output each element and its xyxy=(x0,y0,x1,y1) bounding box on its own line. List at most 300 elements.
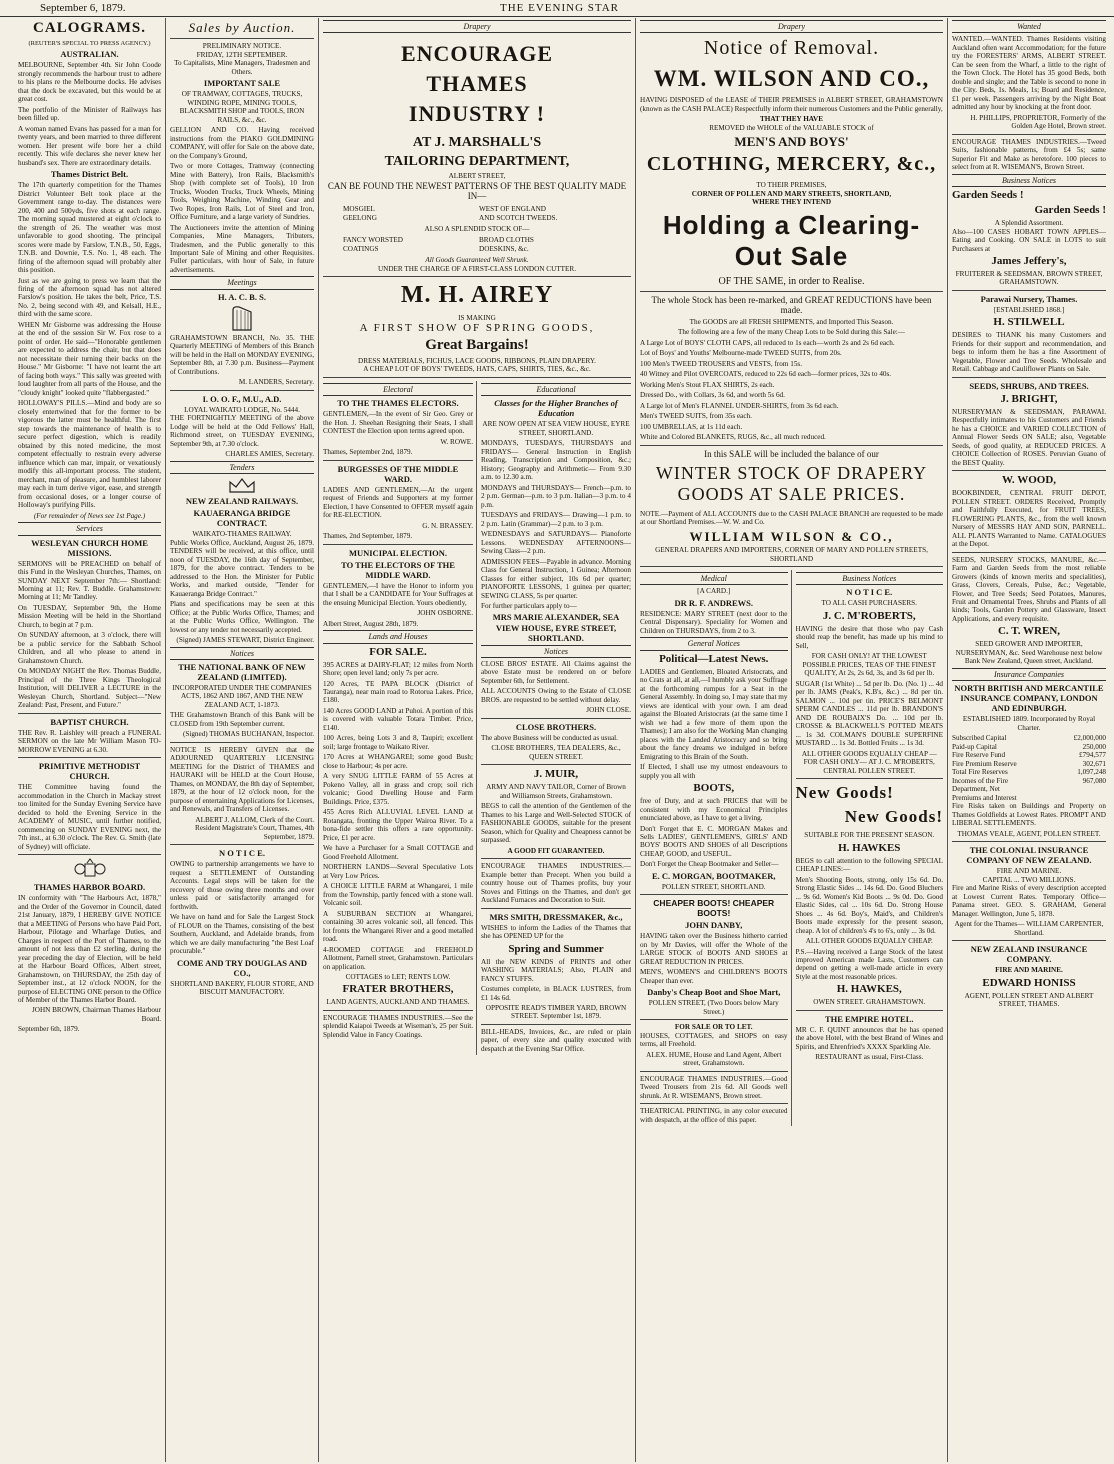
heading-middle-ward: TO THE ELECTORS OF THE MIDDLE WARD. xyxy=(341,559,455,580)
wilson-signoff: WILLIAM WILSON & CO., xyxy=(689,528,894,544)
heading-primitive-methodist: PRIMITIVE METHODIST CHURCH. xyxy=(38,761,141,782)
divider xyxy=(18,854,161,855)
smith-address: OPPOSITE READ'S TIMBER YARD, BROWN STREET. September 1st, 1879. xyxy=(485,1003,627,1021)
tender-paragraph: Public Works Office, Auckland, August 26, 1879. TENDERS will be received, at this office, until noon of TUESDAY, the 16th day of September, 1879, for the above contract. Tenders to be addressed to the Hon. the Minister for Public Works, and marked outside, "Tender for Kauaeranga Bridge Contract." xyxy=(170,538,314,598)
divider xyxy=(481,764,631,765)
hawkes-paragraph: P.S.—Having received a Large Stock of the latest improved American made Lasts, Customers can depend on getting a well-made article in every Style at the most reasonable prices. xyxy=(795,947,943,981)
lodge-name: LOYAL WAIKATO LODGE, No. 5444. xyxy=(184,405,300,414)
capital-label: Paid-up Capital xyxy=(952,742,997,751)
capital-row xyxy=(952,751,1106,759)
divider xyxy=(952,940,1106,941)
land-listing: A CHOICE LITTLE FARM at Whangarei, 1 mile from the Township, partly fenced with a stone wall. Volcanic soil. xyxy=(323,882,473,908)
mroberts-prices: SUGAR (1st White) ... 5d per lb. Do. (No. 1) ... 4d per lb. JAMS (Peak's, K.B's, &c.) ... 8d per tin. SALMON ... 10d per tin. PRICE'S BELMONT SPERM CANDLES ... 11d per lb. BRANDON'S AND DE ROUBAIX'S Do. ... 10d per lb. CROSSE & BLACKWELL'S POTTED MEATS ... 1s 3d. COLMAN'S DOUBLE SUPERFINE MUSTARD ... 1s 3d. Bottled Fruits ... 1s 3d. xyxy=(795,679,943,748)
section-drapery: Drapery xyxy=(323,20,631,33)
north-british-paragraph: Fire Risks taken on Buildings and Property on Thames Goldfields at Lowest Rates. PROMPT AND LIBERAL SETTLEMENTS. xyxy=(952,802,1106,828)
sale-item: Lot of Boys' and Youths' Melbourne-made TWEED SUITS, from 20s. xyxy=(640,349,842,358)
smith-paragraph: WISHES to inform the Ladies of the Thames that she has OPENED UP for the xyxy=(481,923,631,941)
heading-stilwell: H. STILWELL xyxy=(993,316,1065,329)
auction-audience: To Capitalists, Mine Managers, Tradesmen and Others. xyxy=(174,59,310,76)
section-medical: Medical xyxy=(640,572,788,585)
news-paragraph: A woman named Evans has passed for a man for twenty years, and been married to three different women. Her present wife bore her a child recently. This wife declares she never knew her husband's sex. There are extraordinary details. xyxy=(18,124,161,167)
divider xyxy=(952,377,1106,378)
divider xyxy=(18,757,161,758)
land-listing: We have a Purchaser for a Small COTTAGE and Good Freehold Allotment. xyxy=(323,844,473,861)
bank-incorporation: INCORPORATED UNDER THE COMPANIES ACTS, 1862 AND 1867, AND THE NEW ZEALAND ACT, 1-1873. xyxy=(172,683,312,709)
heading-calograms: CALOGRAMS. xyxy=(33,20,146,36)
land-listing: NORTHERN LANDS—Several Speculative Lots at Very Low Prices. xyxy=(323,863,473,880)
heading-hawkes-2: H. HAWKES, xyxy=(836,983,902,996)
heading-frater-brothers: FRATER BROTHERS, xyxy=(342,983,454,996)
news-paragraph: The 17th quarterly competition for the Thames District Volunteer Belt took place at the Government range to-day. The distances were 200, 400 and 500yds, five shots at each range. The morning squad mustered at eight o'clock to the strength of 26. The weather was most unfavorable to good shooting. The principal scores were made by Farslow, T.N.B., 50, Eggs, T.N.B. and Downie, T.S. No. 1, 48 each. The firing of the afternoon squad will probably alter this position. xyxy=(18,181,161,275)
divider xyxy=(481,1024,631,1025)
divider xyxy=(323,460,473,461)
notice-paragraph: SERMONS will be PREACHED on behalf of this Fund in the Wesleyan Churches, Thames, on SUNDAY NEXT September 7th:— Shortland: Morning at 11; Rev. T. Buddle. Grahamstown: Morning at 11; Mr Tandley. xyxy=(18,559,161,602)
heading-mroberts: J. C. M'ROBERTS, xyxy=(822,609,916,622)
tailoring-heading: TAILORING DEPARTMENT, xyxy=(384,153,570,169)
danby-address: POLLEN STREET, (Two Doors below Mary Street.) xyxy=(648,999,779,1016)
fabric-item: GEELONG xyxy=(343,213,377,222)
divider xyxy=(640,1019,788,1020)
harp-icon xyxy=(229,304,255,332)
land-listing: A very SNUG LITTLE FARM of 55 Acres at Pokeno Valley, all in grass and crop; soil rich volcanic; Good Dwelling House and Farm Buildings. Price, £375. xyxy=(323,772,473,806)
mroberts-teas: FOR CASH ONLY! AT THE LOWEST POSSIBLE PRICES, TEAS OF THE FINEST QUALITY, At 2s, 2s 6d, 3s, and 3s 6d per lb. xyxy=(802,652,937,678)
land-listing: 100 Acres, being Lots 3 and 8, Taupiri; excellent soil; large frontage to Waikato River. xyxy=(323,734,473,751)
close-brothers-address: CLOSE BROTHERS, TEA DEALERS, &c., QUEEN STREET. xyxy=(491,744,621,761)
mroberts-paragraph: HAVING the desire that those who pay Cash should reap the benefit, has made up his mind to Sell, xyxy=(795,624,943,650)
section-insurance: Insurance Companies xyxy=(952,668,1106,681)
fabric-item: WEST OF ENGLAND xyxy=(479,205,546,214)
auction-notice-title: PRELIMINARY NOTICE. xyxy=(202,42,282,51)
jeffery-address: FRUITERER & SEEDSMAN, BROWN STREET, GRAHAMSTOWN. xyxy=(955,269,1103,287)
heading-wren: C. T. WREN, xyxy=(997,625,1061,638)
colonial-capital: CAPITAL ... TWO MILLIONS. xyxy=(982,875,1076,884)
shipments-notice: The GOODS are all FRESH SHIPMENTS, and Imported This Season. xyxy=(689,317,894,326)
land-listing: 170 Acres at WHANGAREI; some good Bush; close to Harbour; 4s per acre. xyxy=(323,753,473,770)
capital-value: 250,000 xyxy=(1082,742,1106,751)
electoral-paragraph: GENTLEMEN,—I have the Honor to inform you that I shall be a CANDIDATE for Your Suffrages at the ensuing Municipal Election. Yours obediently, xyxy=(323,581,473,607)
muir-address: ARMY AND NAVY TAILOR, Corner of Brown and Williamson Streets, Grahamstown. xyxy=(486,783,626,800)
shrunk-guarantee: All Goods Guaranteed Well Shrunk. xyxy=(425,256,529,265)
divider xyxy=(481,718,631,719)
heading-empire-hotel: THE EMPIRE HOTEL. xyxy=(824,1013,914,1024)
divider xyxy=(323,276,631,277)
column-4-left xyxy=(640,570,792,1126)
divider xyxy=(323,377,631,378)
heading-parawai-nursery: Parawai Nursery, Thames. xyxy=(980,293,1078,304)
capital-value: 967,080 xyxy=(1082,776,1106,785)
heading-ioof: I. O. O. F., M.U., A.D. xyxy=(202,393,282,404)
heading-sales-by-auction: Sales by Auction. xyxy=(188,20,296,35)
seeds-shrubs-heading: SEEDS, SHRUBS, AND TREES. xyxy=(969,380,1089,391)
notice-signature: JOHN CLOSE. xyxy=(586,706,631,715)
sale-item: Dressed Do., with Collars, 3s 6d, and worth 5s 6d. xyxy=(640,391,785,400)
political-paragraph: If Elected, I shall use my utmost endeavours to supply you all with xyxy=(640,763,788,780)
section-lands-houses: Lands and Houses xyxy=(323,630,473,643)
masthead xyxy=(0,0,1114,17)
capital-label: Subscribed Capital xyxy=(952,734,1007,743)
wanted-paragraph: WANTED.—WANTED. Thames Residents visiting Auckland often want Accommodation; for the future try the FORESTERS' ARMS, ALBERT STREET. Can be seen from the Wharf, a little to the right of the Town Clock. The Hotel has 35 good Beds, both double and single; and the Table is second to none in the City. Beds, 1s. Meals, 1s; Board and Residence, £1 per week. Passengers arriving by the Night Boat admitted any hour by knocking at the front door. xyxy=(952,35,1106,112)
auction-items-heading: OF TRAMWAY, COTTAGES, TRUCKS, WINDING ROPE, MINING TOOLS, BLACKSMITH SHOP and TOOLS, IRON RAILS, &c., &c. xyxy=(179,90,305,124)
heading-bright: J. BRIGHT, xyxy=(1000,392,1058,405)
heading-political: Political—Latest News. xyxy=(659,652,769,665)
section-wanted: Wanted xyxy=(952,20,1106,33)
wilson-they-have: THAT THEY HAVE xyxy=(759,115,824,124)
hume-address: ALEX. HUME, House and Land Agent, Albert street, Grahamstown. xyxy=(646,1050,782,1068)
capital-value: £2,000,000 xyxy=(1073,734,1106,743)
mroberts-address: ALL OTHER GOODS EQUALLY CHEAP —FOR CASH ONLY— AT J. C. M'ROBERTS, CENTRAL POLLEN STREET. xyxy=(801,749,937,775)
established-label: [ESTABLISHED 1868.] xyxy=(993,305,1065,314)
meeting-paragraph: GRAHAMSTOWN BRANCH, No. 35. THE Quarterly MEETING of Members of this Branch will be held in the Hall on MONDAY EVENING, September 8th, at 7.30 p.m. Business—Payment of Contributions. xyxy=(170,333,314,376)
smith-paragraph: Costumes complete, in BLACK LUSTRES, from £1 14s 6d. xyxy=(481,985,631,1002)
heading-harbor-board: THAMES HARBOR BOARD. xyxy=(33,882,146,893)
divider xyxy=(640,1103,788,1104)
capital-table xyxy=(952,734,1106,802)
sale-item: Working Men's Stout FLAX SHIRTS, 2s each. xyxy=(640,380,775,389)
sale-item: 100 Men's TWEED TROUSERS and VESTS, from 15s. xyxy=(640,359,803,368)
sale-item: 100 UMBRELLAS, at 1s 11d each. xyxy=(640,422,743,431)
education-paragraph: TUESDAYS and FRIDAYS— Drawing—1 p.m. to 2 p.m. Latin (Grammar)—2 p.m. to 3 p.m. xyxy=(481,511,631,528)
capital-row xyxy=(952,777,1106,802)
divider xyxy=(323,544,473,545)
heading-danby-mart: Danby's Cheap Boot and Shoe Mart, xyxy=(647,987,781,998)
muir-paragraph: BEGS to call the attention of the Gentlemen of the Thames to his Large and Well-Selected STOCK of FASHIONABLE GOODS, suitable for the present Season, which for Quality and Cheapness cannot be surpassed. xyxy=(481,802,631,845)
notice-paragraph: THE Grahamstown Branch of this Bank will be CLOSED from 19th September current. xyxy=(170,711,314,728)
stilwell-paragraph: DESIRES to THANK his many Customers and Friends for their support and recommendation, and begs to inform them he has a fine Assortment of Vegetable, Flower and Tree Seeds. Wholesale and Retail. Cabbage and Cauliflower Plants on Sale. xyxy=(952,331,1106,374)
auction-paragraph: The Auctioneers invite the attention of Mining Companies, Mine Managers, Tributers, Tradesmen, and the Public generally to this Important Sale of Mining and other Requisites. Fuller particulars, with hour of Sale, in future advertisements. xyxy=(170,223,314,274)
divider xyxy=(796,1010,944,1011)
column-4 xyxy=(636,18,948,1462)
heading-danby: JOHN DANBY, xyxy=(685,920,743,931)
heading-for-sale: FOR SALE. xyxy=(369,645,427,658)
fabric-item: BROAD CLOTHS xyxy=(479,236,534,245)
section-tenders: Tenders xyxy=(170,461,314,474)
notice-paragraph: On TUESDAY, September 9th, the Home Mission Meeting will be held in the Shortland Church, to begin at 7 p.m. xyxy=(18,603,161,629)
premises-label: TO THEIR PREMISES, xyxy=(756,181,827,190)
hume-paragraph: HOUSES, COTTAGES, and SHOPS on easy terms, all Freehold. xyxy=(640,1031,788,1049)
heading-colonial-insurance: THE COLONIAL INSURANCE COMPANY OF NEW ZEALAND. xyxy=(966,845,1092,866)
empire-restaurant: RESTAURANT as usual, First-Class. xyxy=(815,1053,924,1062)
divider xyxy=(952,290,1106,291)
notice-paragraph: We have on hand and for Sale the Largest Stock of FLOUR on the Thames, consisting of the best Southern, Auckland, and Adelaide brands, from which we are daily manufacturing "the Best Loaf procurable." xyxy=(170,913,314,956)
electoral-date: Thames, 2nd September, 1879. xyxy=(323,532,413,541)
douglas-address: SHORTLAND BAKERY, FLOUR STORE, AND BISCUIT MANUFACTORY. xyxy=(170,979,314,997)
airey-spring-goods: A FIRST SHOW OF SPRING GOODS, xyxy=(359,322,595,335)
calograms-subheading: (REUTER'S SPECIAL TO PRESS AGENCY.) xyxy=(28,39,151,47)
tender-paragraph: Plans and specifications may be seen at this Office; at the Public Works Office, Thames; and at the Public Works Office, Wellington. The lowest or any tender not necessarily accepted. xyxy=(170,600,314,634)
airey-heading: M. H. AIREY xyxy=(400,282,554,309)
notice-paragraph: The above Business will be conducted as usual. xyxy=(481,733,618,742)
cutter-note: UNDER THE CHARGE OF A FIRST-CLASS LONDON CUTTER. xyxy=(377,264,577,273)
wiseman-ad: ENCOURAGE THAMES INDUSTRIES.—See the splendid Kaiapoi Tweeds at Wiseman's, 25 per Suit. Splendid Value in Fancy Coatings. xyxy=(323,1013,473,1039)
wiseman-ad: ENCOURAGE THAMES INDUSTRIES.—Tweed Suits, fashionable patterns, from £4 5s; same Superior Fit and Make as heretofore. 100 pieces to select from at R. WISEMAN'S, Brown Street. xyxy=(952,137,1106,172)
garden-seeds-heading-2: Garden Seeds ! xyxy=(1034,204,1106,217)
divider xyxy=(640,291,943,292)
political-paragraph: Don't Forget the Cheap Bootmaker and Seller— xyxy=(640,860,779,869)
heading-nz-railways: NEW ZEALAND RAILWAYS. xyxy=(185,496,299,507)
education-location: ARE NOW OPEN AT SEA VIEW HOUSE, EYRE STREET, SHORTLAND. xyxy=(482,420,630,437)
divider xyxy=(170,844,314,845)
heading-mrs-smith: MRS SMITH, DRESSMAKER, &c., xyxy=(489,911,623,922)
airey-tweeds: A CHEAP LOT OF BOYS' TWEEDS, HATS, CAPS, SHIRTS, TIES, &c., &c. xyxy=(363,365,591,374)
wren-address: SEED GROWER AND IMPORTER, NURSERYMAN, &c. Seed Warehouse next below Bank New Zealand, Queen street, Auckland. xyxy=(955,640,1103,666)
fabric-item: DOESKINS, &c. xyxy=(479,244,529,253)
winter-stock-heading: WINTER STOCK OF DRAPERY GOODS AT SALE PRICES. xyxy=(655,463,928,505)
great-bargains: Great Bargains! xyxy=(425,337,529,354)
printing-ad: THEATRICAL PRINTING, in any color executed with despatch, at the office of this paper. xyxy=(640,1107,788,1124)
printing-ad: BILL-HEADS, Invoices, &c., are ruled or plain paper, of every size and quality executed with despatch at the Evening Star Office. xyxy=(481,1027,631,1053)
danby-paragraph: MEN'S, WOMEN'S and CHILDREN'S BOOTS Cheaper than ever. xyxy=(640,968,788,985)
meeting-paragraph: THE FORTNIGHTLY MEETING of the above Lodge will be held at the Odd Fellows' Hall, Richmond street, on TUESDAY EVENING, September 9th, at 7.30 o'clock. xyxy=(170,414,314,448)
jeffery-paragraph: Also—100 CASES HOBART TOWN APPLES—Eating and Cooking. ON SALE in LOTS to suit Purchasers at xyxy=(952,227,1106,253)
hawkes-paragraph: BEGS to call attention to the following SPECIAL CHEAP LINES:— xyxy=(795,856,943,874)
thames-heading: THAMES xyxy=(426,71,528,97)
new-goods-heading-1: New Goods! xyxy=(795,783,894,803)
heading-spring-summer: Spring and Summer xyxy=(508,942,604,955)
news-paragraph: Just as we are going to press we learn that the firing of the afternoon squad has not altered Farslow's position. He takes the belt, Price, T.S. No. 2, being second with 49, and Kelsall, H.E., third with the same score. xyxy=(18,276,161,319)
airey-materials: DRESS MATERIALS, FICHUS, LACE GOODS, RIBBONS, PLAIN DRAPERY. xyxy=(358,356,596,365)
mens-boys-heading: MEN'S AND BOYS' xyxy=(734,134,849,150)
crown-icon xyxy=(227,476,257,494)
encourage-heading: ENCOURAGE xyxy=(400,41,553,67)
notice-paragraph: THE Rev. R. Laishley will preach a FUNERAL SERMON on the late Mr William Mason TO-MORROW EVENING at 6.30. xyxy=(18,728,161,754)
section-services: Services xyxy=(18,522,161,535)
coat-of-arms-icon xyxy=(73,858,107,880)
north-british-established: ESTABLISHED 1809. Incorporated by Royal Charter. xyxy=(962,715,1096,732)
electoral-signature: G. N. BRASSEY. xyxy=(422,521,473,530)
notice-paragraph: CLOSE BROS' ESTATE. All Claims against the above Estate must be rendered on or before September 6th, for Settlement. xyxy=(481,659,631,685)
capital-row xyxy=(952,734,1106,742)
land-listing: 395 ACRES at DAIRY-FLAT; 12 miles from North Shore; open level land; only 7s per acre. xyxy=(323,660,473,678)
heading-notice: N O T I C E. xyxy=(846,587,893,598)
news-paragraph: WHEN Mr Gisborne was addressing the House at the end of the session Sir W. Fox rose to a point of order. He said—"Honorable gentlemen are expected to address the chair, but that does not necessitate their turning their backs on the House." Mr Gisborne: "I have not learnt the art of facing both ways." This sally was greeted with loud laughter from all parts of the House, and the "cloudy knight" looked quite "flabbergasted." xyxy=(18,320,161,397)
divider xyxy=(640,894,788,895)
hawkes-address: OWEN STREET. GRAHAMSTOWN. xyxy=(813,998,926,1007)
industry-heading: INDUSTRY ! xyxy=(408,101,546,127)
education-paragraph: MONDAYS, TUESDAYS, THURSDAYS and FRIDAYS— General Instruction in English Reading, Transcription and Composition, &c.; History; Geography and Arithmetic— From 9.30 a.m. to 12.30 a.m. xyxy=(481,439,631,482)
notice-date: September 6th, 1879. xyxy=(18,1025,80,1034)
marshall-heading: AT J. MARSHALL'S xyxy=(412,135,542,151)
heading-australian: AUSTRALIAN. xyxy=(60,49,119,60)
notice-signature: JOHN BROWN, Chairman Thames Harbour Board. xyxy=(31,1006,161,1023)
colonial-agent: Agent for the Thames— WILLIAM CARPENTER, Shortland. xyxy=(954,920,1104,937)
electoral-date: Thames, September 2nd, 1879. xyxy=(323,448,413,457)
capital-value: 302,671 xyxy=(1082,759,1106,768)
political-paragraph: LADIES and Gentlemen, Bloated Aristocrats, and no Crats at all, at all,—I humbly ask your Suffrage at the forthcoming rumpus for a Seat in the General Assembly. In doing so, I may state that my views are identical with your own. I am dead against the Bloated Aristocrats (at the same time I wish we had a few more of them upon the Thames); I am also for the Working Man changing places with the Landed Aristocracy and so bring about the fancy dreams we indulged in before Emigrating to this Brain of the South. xyxy=(640,667,788,761)
land-listing: 120 Acres, TE PAPA BLOCK (District of Tauranga), near main road to Rotorua Lakes. Price, £180. xyxy=(323,679,473,705)
frater-address: LAND AGENTS, AUCKLAND AND THAMES. xyxy=(326,998,470,1007)
electoral-paragraph: LADIES AND GENTLEMEN,—At the urgent request of Friends and Supporters at my former Election, I have Consented to OFFER myself again for RE-ELECTION. xyxy=(323,485,473,520)
section-drapery: Drapery xyxy=(640,20,943,33)
stock-heading: ALSO A SPLENDID STOCK OF— xyxy=(424,225,530,233)
column-3-left xyxy=(323,381,477,1056)
education-paragraph: MONDAYS and THURSDAYS— French—p.m. to 2 p.m. German—p.m. to 3 p.m. Italian—3 p.m. to 4 p.m. xyxy=(481,483,631,509)
heading-higher-education: Classes for the Higher Branches of Education xyxy=(494,398,618,419)
splendid-assortment: A Splendid Assortment. xyxy=(994,219,1064,228)
column-4-right xyxy=(796,570,944,1126)
heading-municipal: MUNICIPAL ELECTION. xyxy=(348,547,448,558)
section-electoral: Electoral xyxy=(323,383,473,396)
wilson-address: GENERAL DRAPERS AND IMPORTERS, CORNER OF MARY AND POLLEN STREETS, SHORTLAND xyxy=(655,546,928,563)
news-paragraph: The portfolio of the Minister of Railways has been filled up. xyxy=(18,105,161,123)
sale-item: Men's TWEED SUITS, from 35s each. xyxy=(640,412,752,421)
meeting-signature: CHARLES AMIES, Secretary. xyxy=(225,450,314,459)
section-general-notices: General Notices xyxy=(640,637,788,650)
capital-label: Fire Reserve Fund xyxy=(952,751,1006,760)
hawkes-cheap: ALL OTHER GOODS EQUALLY CHEAP. xyxy=(805,937,933,946)
heading-douglas: COME AND TRY DOUGLAS AND CO., xyxy=(176,957,308,978)
wilson-removed: REMOVED the WHOLE of the VALUABLE STOCK of xyxy=(709,123,874,132)
capital-label: Incomes of the Fire Department, Net Premiums and Interest xyxy=(952,776,1017,802)
issue-date: September 6, 1879. xyxy=(40,2,126,14)
land-listing: 455 Acres Rich ALLUVIAL LEVEL LAND at Rotangata, fronting the Upper Wairoa River. To a bona-fide settler this offers a rare opportunity. Price, £1 per acre. xyxy=(323,808,473,842)
political-paragraph: Don't Forget that E. C. MORGAN Makes and Sells LADIES', GENTLEMEN'S, GIRLS' AND BOYS' BOOTS AND SHOES of all Descriptions CHEAP, GOOD, and USEFUL. xyxy=(640,824,788,858)
notice-paragraph: On MONDAY NIGHT the Rev. Thomas Buddle, Principal of the Three Kings Theological Institution, will DELIVER a LECTURE in the Wesleyan Church, Shortland. Subject—"New Zealand: Past, Present, and Future." xyxy=(18,667,161,710)
section-business-notices: Business Notices xyxy=(796,572,944,585)
sale-item: White and Colored BLANKETS, RUGS, &c., all much reduced. xyxy=(640,433,826,442)
capital-row xyxy=(952,768,1106,776)
empire-paragraph: MR C. F. QUINT announces that he has opened the above Hotel, with the best Brand of Wines and Spirits, and Ehrenfried's XXXX Sparkling Ale. xyxy=(795,1025,943,1051)
heading-important-sale: IMPORTANT SALE xyxy=(203,78,281,89)
capital-value: 1,097,248 xyxy=(1077,768,1106,777)
notice-paragraph: THE Committee having found the accommodation in the Church in Mackay street too limited for the Sunday Evening Service have decided to hold the Evening Service in the ACADEMY of MUSIC, until further notified, commencing on SUNDAY EVENING next, the 7th inst., at 6.30 o'clock. The Rev. G. Smith (late of Sydney) will officiate. xyxy=(18,783,161,851)
garden-seeds-heading-1: Garden Seeds ! xyxy=(952,189,1024,202)
heading-honiss: EDWARD HONISS xyxy=(982,976,1076,989)
auction-paragraph: Two or more Cottages, Tramway (connecting Mine with Battery), Iron Rails, Blacksmith's Shop (with complete set of Tools), 10 Iron Trucks, Wooden Trucks, Truck Wheels, Mining Tools, Weighing Machine, Winding Gear and Two Ropes, Iron Rails, Lot of Steel and Iron, Office Furniture, and a large variety of Sundries. xyxy=(170,162,314,222)
wiseman-ad: ENCOURAGE THAMES INDUSTRIES.—Good Tweed Trousers from 21s 6d. All Goods well shrunk. At R. WISEMAN'S, Brown street. xyxy=(640,1074,788,1100)
heading-notice: N O T I C E. xyxy=(219,848,265,859)
railway-name: WAIKATO-THAMES RAILWAY. xyxy=(192,530,292,539)
nz-fire-marine: FIRE AND MARINE. xyxy=(995,966,1063,975)
electoral-signature: JOHN OSBORNE. xyxy=(417,609,473,618)
divider xyxy=(640,566,943,567)
for-sale-label: FOR SALE OR TO LET. xyxy=(674,1023,753,1032)
electoral-paragraph: GENTLEMEN,—In the event of Sir Geo. Grey or the Hon. J. Sheehan Resigning their Seats, I shall CONTEST the Election upon terms agreed upon. xyxy=(323,410,473,436)
sale-item: A Large Lot of BOYS' CLOTH CAPS, all reduced to 1s each—worth 2s and 2s 6d each. xyxy=(640,338,895,347)
column-3 xyxy=(319,18,636,1462)
heading-morgan: E. C. MORGAN, BOOTMAKER, xyxy=(652,870,776,881)
corner-address: CORNER OF POLLEN AND MARY STREETS, SHORTLAND, xyxy=(691,189,892,198)
divider xyxy=(952,552,1106,553)
auction-paragraph: GELLION AND CO. Having received instructions from the PIAKO GOLDMINING COMPANY, will offer for Sale on the above date, on the Company's Ground, xyxy=(170,126,314,160)
political-paragraph: free of Duty, and at such PRICES that will be consistent with my Economical Principles enunciated above, as I have to get a living. xyxy=(640,797,788,823)
heading-close-brothers: CLOSE BROTHERS. xyxy=(515,721,597,732)
education-paragraph: ADMISSION FEES—Payable in advance. Morning Class for General Instruction, 1 Guinea; Afternoon Classes for either subject, 10s 6d per quarter; PIANOFORTE LESSONS, 1 guinea per quarter; SEWING CLASS, 5s per quarter. xyxy=(481,557,631,600)
divider xyxy=(481,858,631,859)
auction-date: FRIDAY, 12TH SEPTEMBER. xyxy=(196,50,288,59)
divider xyxy=(952,134,1106,135)
heading-boots: BOOTS, xyxy=(693,782,735,795)
electoral-date: Albert Street, August 28th, 1879. xyxy=(323,619,419,628)
heading-jeffery: James Jeffery's, xyxy=(991,255,1067,268)
capital-row xyxy=(952,760,1106,768)
section-business-notices: Business Notices xyxy=(952,174,1106,187)
heading-wood: W. WOOD, xyxy=(1001,474,1057,487)
capital-label: Total Fire Reserves xyxy=(952,768,1008,777)
accounts-note: NOTE.—Payment of ALL ACCOUNTS due to the CASH PALACE BRANCH are requested to be made at our Shortland Premises.—W. W. and Co. xyxy=(640,509,943,527)
wilson-heading: WM. WILSON AND CO., xyxy=(653,66,930,92)
land-listing: A SUBURBAN SECTION at Whangarei, containing 30 acres volcanic soil, all fenced. This lot fronts the Whangarei River and a good metalled road. xyxy=(323,909,473,944)
present-season: SUITABLE FOR THE PRESENT SEASON. xyxy=(804,831,935,840)
section-notices: Notices xyxy=(170,647,314,660)
notice-signature: (Signed) THOMAS BUCHANAN, Inspector. xyxy=(182,730,314,739)
heading-wesleyan: WESLEYAN CHURCH HOME MISSIONS. xyxy=(31,537,148,558)
colonial-fire-marine: FIRE AND MARINE. xyxy=(996,867,1062,876)
section-educational: Educational xyxy=(481,383,631,396)
column-3-right xyxy=(481,381,631,1056)
heading-bridge-contract: KAUAERANGA BRIDGE CONTRACT. xyxy=(193,508,291,529)
north-british-agent: THOMAS VEALE, AGENT, POLLEN STREET. xyxy=(957,829,1101,838)
newspaper-title: THE EVENING STAR xyxy=(500,2,619,14)
cash-purchasers: TO ALL CASH PURCHASERS. xyxy=(821,599,917,608)
sale-item: A Large lot of Men's FLANNEL UNDER-SHIRTS, from 3s 6d each. xyxy=(640,401,839,410)
bright-paragraph: NURSERYMAN & SEEDSMAN, PARAWAI. Respectfully intimates to his Customers and Friends he has a CHOICE and VARIED COLLECTION of Annual Flower Seeds ON SALE; also, Vegetable Seeds, of good quality, at REDUCED PRICES. A CHOICE Collection of ROSES. Peruvian Guano of the BEST Quality. xyxy=(952,407,1106,467)
capital-value: £794,577 xyxy=(1079,751,1106,760)
column-2 xyxy=(166,18,319,1462)
divider xyxy=(170,742,314,743)
heading-cheaper-boots: CHEAPER BOOTS! CHEAPER BOOTS! xyxy=(653,898,775,919)
notice-paragraph: NOTICE IS HEREBY GIVEN that the ADJOURNED QUARTERLY LICENSING MEETING for the District of THAMES and HAURAKI will be HELD at the Court House, Thames, on MONDAY, the 8th day of September, 1879, at the hour of 12 o'clock noon, for the purpose of entertaining Applications for Licenses, and Renewals, and Transfers of Licenses. xyxy=(170,745,314,814)
marshall-patterns: CAN BE FOUND THE NEWEST PATTERNS OF THE BEST QUALITY MADE IN— xyxy=(327,180,627,202)
divider xyxy=(952,841,1106,842)
capital-row xyxy=(952,743,1106,751)
divider xyxy=(170,38,314,39)
divider xyxy=(796,778,944,779)
divider xyxy=(323,1010,473,1011)
education-paragraph: WEDNESDAYS and SATURDAYS— Pianoforte Lessons. WEDNESDAY AFTERNOONS— Sewing Class—2 p.m. xyxy=(481,530,631,556)
divider xyxy=(170,390,314,391)
fabric-item: COATINGS xyxy=(343,244,379,253)
balance-note: In this SALE will be included the balance of our xyxy=(704,448,879,459)
new-goods-heading-2: New Goods! xyxy=(844,807,943,827)
smith-paragraph: All the NEW KINDS of PRINTS and other WASHING MATERIALS; Also, PLAIN and FANCY STUFFS. xyxy=(481,957,631,983)
notice-signature: ALBERT J. ALLOM, Clerk of the Court. Resident Magistrate's Court, Thames, 4th September, 1879. xyxy=(195,815,314,841)
news-footnote: (For remainder of News see 1st Page.) xyxy=(33,511,146,520)
heading-burgesses: BURGESSES OF THE MIDDLE WARD. xyxy=(337,463,459,484)
land-listing: 140 Acres GOOD LAND at Puhoi. A portion of this is covered with valuable Totara Timber. Price, £140. xyxy=(323,706,473,732)
heading-national-bank: THE NATIONAL BANK OF NEW ZEALAND (LIMITED). xyxy=(178,661,306,682)
industry-ad: ENCOURAGE THAMES INDUSTRIES.—Example better than Precept. When you build a country house out of Thames profits, buy your Stoves and Fittings on the Thames, and don't get Auckland Furnaces and Decoration to Suit. xyxy=(481,862,631,905)
cheap-lots-intro: The following are a few of the many Cheap Lots to be Sold during this Sale:— xyxy=(678,328,905,337)
divider xyxy=(952,470,1106,471)
land-listing: 4-ROOMED COTTAGE and FREEHOLD Allotment, Parnell street, Grahamstown. Particulars on application. xyxy=(323,945,473,971)
danby-paragraph: HAVING taken over the Business hitherto carried on by Mr Davies, will offer the Whole of the LARGE STOCK of BOOTS AND SHOES at GREAT REDUCTION IN PRICES. xyxy=(640,932,788,966)
heading-thames-electors: TO THE THAMES ELECTORS. xyxy=(337,398,459,409)
news-paragraph: HOLLOWAY'S PILLS.—Mind and body are so closely entertwined that for the former to be vigorous the latter must be healthful. The first step towards the maintenance of health is to secure perfect digestion, which is readily obtained by this noted medicine, the most competent effectually to restrain every adverse influence which can mar, impair, or vexatiously modify this all-important process. The student, merchant, man of pleasure, and humblest laborer may each in turn derive vigor, ease, and strength from occasional doses, or a longer course of Holloway's purifying Pills. xyxy=(18,399,161,510)
news-paragraph: MELBOURNE, September 4th. Sir John Coode strongly recommends the harbour trust to adhere to his plans re the Melbourne docks. He advises that the dock be excavated, but this would be at great cost. xyxy=(18,61,161,104)
morgan-address: POLLEN STREET, SHORTLAND. xyxy=(661,882,766,891)
heading-andrews: DR R. F. ANDREWS. xyxy=(674,597,754,608)
divider xyxy=(481,908,631,909)
clearing-out-heading: Holding a Clearing-Out Sale xyxy=(662,210,921,272)
heading-muir: J. MUIR, xyxy=(533,768,579,781)
divider xyxy=(640,1071,788,1072)
removal-heading: Notice of Removal. xyxy=(703,37,880,60)
tender-signature: (Signed) JAMES STEWART, District Engineer. xyxy=(176,636,314,645)
colonial-paragraph: Fire and Marine Risks of every description accepted at Lowest Current Rates. Temporary Office—Panama street. GEO. S. GRAHAM, General Manager. Wellington, June 5, 1878. xyxy=(952,884,1106,918)
heading-hacbs: H. A. C. B. S. xyxy=(218,291,266,302)
wilson-paragraph: HAVING DISPOSED of the LEASE of THEIR PREMISES in ALBERT STREET, GRAHAMSTOWN (known as the CASH PALACE) Respectfully inform their numerous Customers and the Public generally, xyxy=(640,96,943,113)
intend-label: WHERE THEY INTEND xyxy=(751,197,832,206)
heading-baptist: BAPTIST CHURCH. xyxy=(50,716,129,727)
fabric-item: MOSGIEL xyxy=(343,205,375,214)
electoral-signature: W. ROWE. xyxy=(440,437,473,446)
wood-paragraph: BOOKBINDER, CENTRAL FRUIT DEPOT, POLLEN STREET. ORDERS Received, Promptly and Faithfully Executed, for FRUIT TREES, FLOWERING PLANTS, &c., from the well known Nursery of MESSRS HAY AND SON, PARNELL. ALL PLANTS Warranted to Name. CATALOGUES at the Depot. xyxy=(952,489,1106,549)
heading-hawkes: H. HAWKES xyxy=(838,841,901,854)
airey-making: IS MAKING xyxy=(458,313,496,322)
notice-paragraph: On SUNDAY afternoon, at 3 o'clock, there will be a public service for the Sabbath School Children, and all who please to attend in Grahamstown Church. xyxy=(18,631,161,665)
fabric-item: AND SCOTCH TWEEDS. xyxy=(479,213,558,222)
hawkes-prices: Men's Shooting Boots, strong, only 15s 6d. Do. Strong Elastic Sides ... 14s 6d. Do. Good Bluchers ... 9s 6d. Women's Kid Boots ... 9s 0d. Do. Good Elastic Sides, cal ... 10s 6d. Do. Strong House Shoes ... 4s 6d. Boy's, Maid's, and Children's Boots made expressly for the present season, cheap. A lot of children's 4's to 6's, only ... 3s 0d. xyxy=(795,875,943,935)
